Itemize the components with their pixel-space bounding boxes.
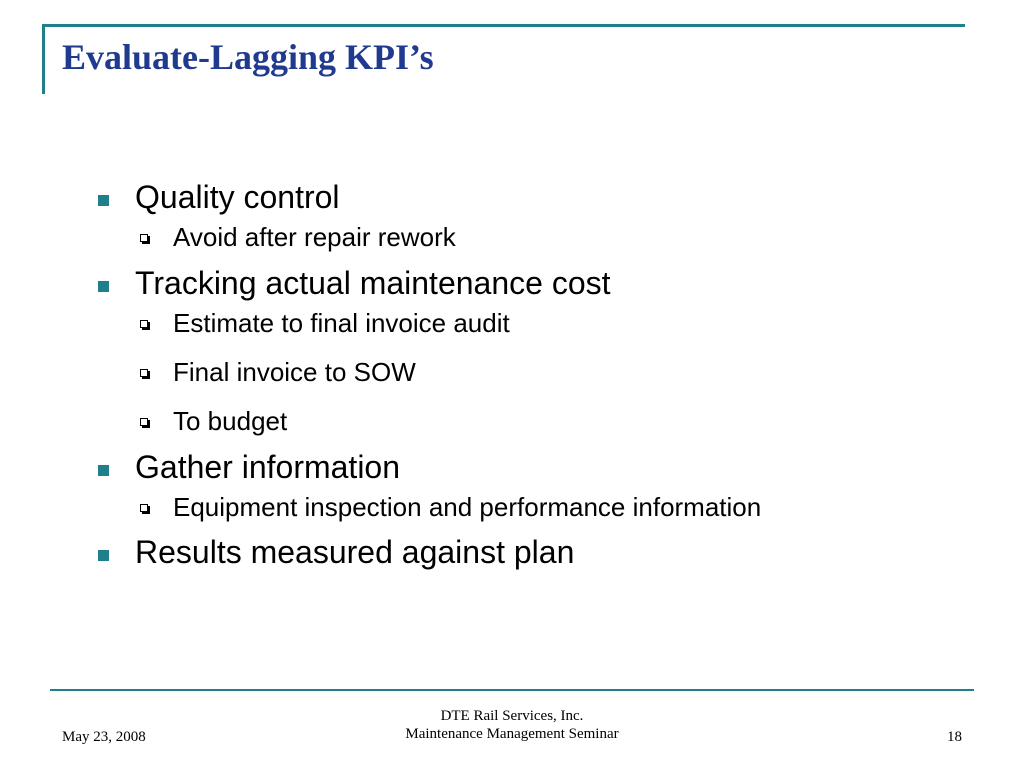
sub-bullet-text: Estimate to final invoice audit	[173, 307, 510, 338]
bullet-item	[98, 533, 761, 571]
square-bullet-icon	[98, 195, 109, 206]
bullet-item	[98, 264, 761, 438]
bullet-item	[98, 178, 761, 254]
sub-bullet-item	[135, 222, 761, 253]
hollow-square-bullet-icon	[140, 418, 148, 426]
square-bullet-icon	[98, 281, 109, 292]
sub-bullet-item	[135, 357, 761, 388]
sub-bullet-list	[135, 222, 761, 253]
footer-center	[312, 707, 712, 743]
footer-date: May 23, 2008	[62, 729, 146, 745]
sub-bullet-text: Avoid after repair rework	[173, 222, 456, 253]
hollow-square-bullet-icon	[140, 504, 148, 512]
bullet-list	[98, 178, 761, 572]
page-number: 18	[947, 729, 962, 745]
sub-bullet-item	[135, 406, 761, 437]
footer-company: DTE Rail Services, Inc.	[440, 708, 584, 724]
hollow-square-bullet-icon	[140, 320, 148, 328]
sub-bullet-text: Equipment inspection and performance information	[173, 491, 762, 522]
bullet-item	[98, 448, 761, 524]
slide-title: Evaluate-Lagging KPI’s	[62, 37, 434, 77]
bullet-text: Results measured against plan	[135, 534, 575, 571]
sub-bullet-text: To budget	[173, 406, 288, 437]
sub-bullet-text: Final invoice to SOW	[173, 357, 416, 388]
square-bullet-icon	[98, 550, 109, 561]
sub-bullet-list	[135, 492, 761, 523]
hollow-square-bullet-icon	[140, 369, 148, 377]
sub-bullet-list	[135, 308, 761, 438]
hollow-square-bullet-icon	[140, 234, 148, 242]
title-left-rule	[42, 24, 45, 94]
bullet-text: Tracking actual maintenance cost	[135, 264, 611, 301]
footer-event: Maintenance Management Seminar	[405, 726, 619, 742]
sub-bullet-item	[135, 308, 761, 339]
bullet-text: Quality control	[135, 179, 340, 215]
title-top-rule	[42, 24, 965, 27]
sub-bullet-item	[135, 492, 761, 523]
bullet-text: Gather information	[135, 448, 401, 485]
square-bullet-icon	[98, 465, 109, 476]
footer-rule	[50, 689, 974, 691]
